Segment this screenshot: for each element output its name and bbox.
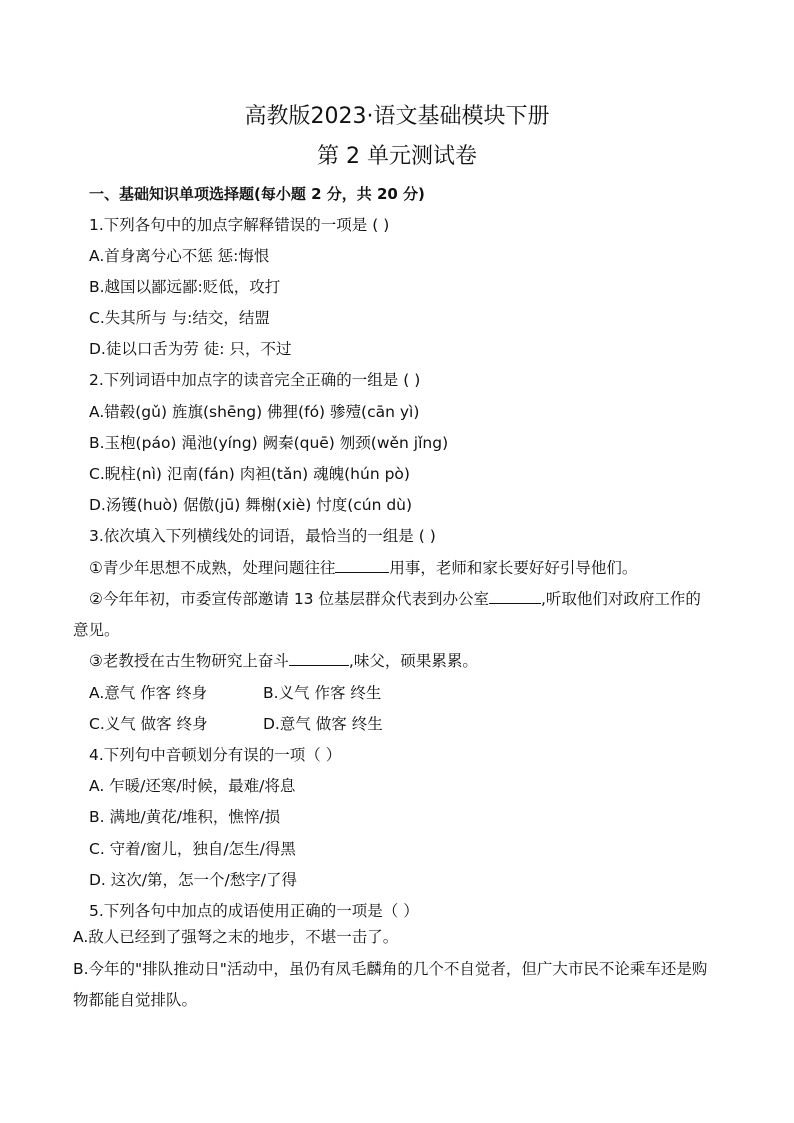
question-1-option-c: C.失其所与 与:结交，结盟 <box>89 309 270 327</box>
question-4-option-c: C. 守着/窗儿，独自/怎生/得黑 <box>89 840 296 858</box>
question-4-stem: 4.下列句中音顿划分有误的一项（ ） <box>89 746 342 764</box>
question-2-option-b: B.玉枹(páo) 渑池(yíng) 阙秦(quē) 刎颈(wěn jǐng) <box>89 434 449 452</box>
question-1-option-a: A.首身离兮心不惩 惩:悔恨 <box>89 247 270 265</box>
question-3-sentence-3 <box>89 650 478 672</box>
sentence-2-before: ②今年年初，市委宣传部邀请 13 位基层群众代表到办公室 <box>89 590 489 608</box>
sentence-2-after: ,听取他们对政府工作的 <box>540 590 701 608</box>
question-3-options-row-2 <box>89 713 383 735</box>
question-3-option-d: D.意气 做客 终生 <box>263 715 383 733</box>
question-3-sentence-2-continued: 意见。 <box>73 621 120 639</box>
question-3-stem: 3.依次填入下列横线处的词语，最恰当的一组是 ( ) <box>89 527 436 545</box>
question-2-option-a: A.错毂(gǔ) 旌旗(shēng) 佛狸(fó) 骖殪(cān yì) <box>89 403 420 421</box>
question-3-options-row-1 <box>89 682 381 704</box>
sentence-3-after: ,味父，硕果累累。 <box>348 652 478 670</box>
question-5-option-a: A.敌人已经到了强弩之末的地步，不堪一击了。 <box>73 928 399 946</box>
question-3-sentence-2 <box>89 588 701 610</box>
question-3-option-c: C.义气 做客 终身 <box>89 715 208 733</box>
document-subtitle: 第 2 单元测试卷 <box>317 144 477 169</box>
question-2-option-c: C.睨柱(nì) 氾南(fán) 肉袒(tǎn) 魂魄(hún pò) <box>89 465 410 483</box>
question-4-option-a: A. 乍暖/还寒/时候，最难/将息 <box>89 777 296 795</box>
fill-blank-2 <box>489 589 541 604</box>
question-1-stem: 1.下列各句中的加点字解释错误的一项是 ( ) <box>89 216 390 234</box>
fill-blank-1 <box>335 558 389 573</box>
document-title: 高教版2023·语文基础模块下册 <box>244 104 550 129</box>
question-5-option-b: B.今年的"排队推动日"活动中，虽仍有凤毛麟角的几个不自觉者，但广大市民不论乘车还是购 <box>73 960 708 978</box>
question-5-option-b-continued: 物都能自觉排队。 <box>73 991 198 1009</box>
question-3-option-a: A.意气 作客 终身 <box>89 684 208 702</box>
sentence-1-before: ①青少年思想不成熟，处理问题往往 <box>89 559 336 577</box>
question-1-option-b: B.越国以鄙远鄙:贬低，攻打 <box>89 278 281 296</box>
sentence-3-before: ③老教授在古生物研究上奋斗 <box>89 652 289 670</box>
question-1-option-d: D.徒以口舌为劳 徒: 只，不过 <box>89 340 292 358</box>
question-2-option-d: D.汤镬(huò) 倨傲(jū) 舞榭(xiè) 忖度(cún dù) <box>89 496 413 514</box>
fill-blank-3 <box>289 651 349 666</box>
section-heading: 一、基础知识单项选择题(每小题 2 分，共 20 分) <box>89 185 425 203</box>
sentence-1-after: 用事，老师和家长要好好引导他们。 <box>389 559 638 577</box>
question-3-option-b: B.义气 作客 终生 <box>263 684 382 702</box>
question-5-stem: 5.下列各句中加点的成语使用正确的一项是（ ） <box>89 902 419 920</box>
question-3-sentence-1 <box>89 557 637 579</box>
question-2-stem: 2.下列词语中加点字的读音完全正确的一组是 ( ) <box>89 371 421 389</box>
question-4-option-b: B. 满地/黄花/堆积，憔悴/损 <box>89 808 281 826</box>
question-4-option-d: D. 这次/第，怎一个/愁字/了得 <box>89 871 297 889</box>
